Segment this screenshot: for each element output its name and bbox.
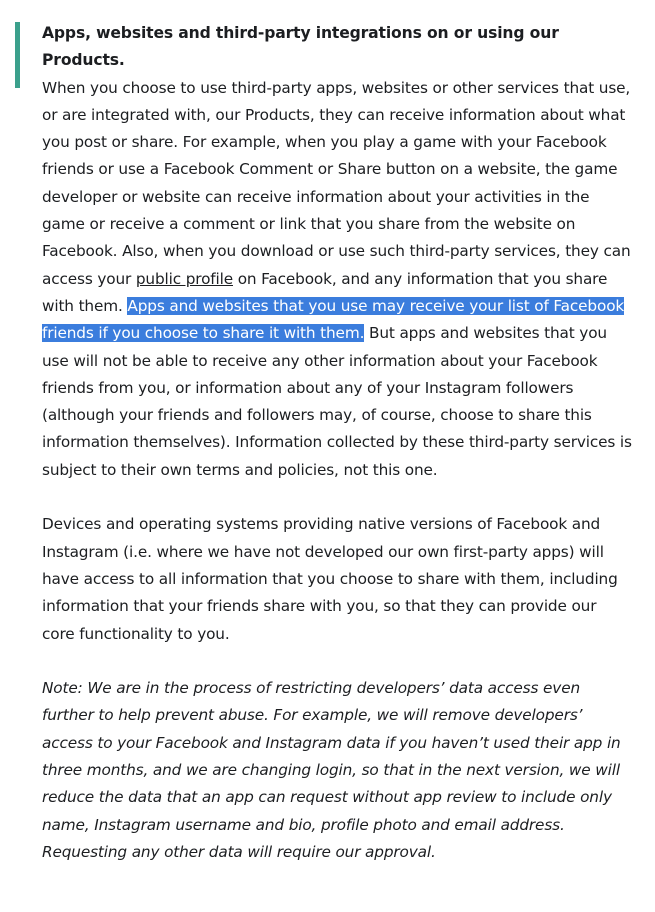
paragraph-text: When you choose to use third-party apps, websites or other services that use, or are integrated with, our Products, they can receive information about what you post or share. For example, when you play a game with your Facebook friends or use a Facebook Comment or Share button on a website, the game developer or website can receive information about your activities in the game or receive a comment or link that you share from the website on Facebook. Also, when you download or use such third-party services, they can access your	[42, 78, 631, 288]
note-paragraph: Note: We are in the process of restricting developers’ data access even further to help prevent abuse. For example, we will remove developers’ access to your Facebook and Instagram data if you haven’t used their app in three months, and we are changing login, so that in the next version, we will reduce the data that an app can request without app review to include only name, Instagram username and bio, profile photo and email address. Requesting any other data will require our approval.	[42, 679, 621, 861]
selected-text-highlight: Apps and websites that you use may receive your list of Facebook friends if you choose to share it with them.	[42, 296, 625, 343]
section-accent-bar	[15, 22, 20, 88]
public-profile-link[interactable]: public profile	[135, 269, 233, 288]
paragraph-devices: Devices and operating systems providing native versions of Facebook and Instagram (i.e. where we have not developed our own first-party apps) will have access to all information that you choose to share with them, including information that your friends share with you, so that they can provide our core functionality to you.	[42, 515, 618, 643]
policy-section	[42, 20, 632, 866]
paragraph-text: on Facebook, and any information that you share with them.	[42, 269, 608, 315]
paragraph-third-party	[42, 75, 632, 484]
section-heading: Apps, websites and third-party integrations on or using our Products.	[42, 24, 559, 70]
paragraph-text: But apps and websites that you use will not be able to receive any other information about your Facebook friends from you, or information about any of your Instagram followers (although your friends and followers may, of course, choose to share this information themselves). Information collected by these third-party services is subject to their own terms and policies, not this one.	[42, 324, 632, 479]
